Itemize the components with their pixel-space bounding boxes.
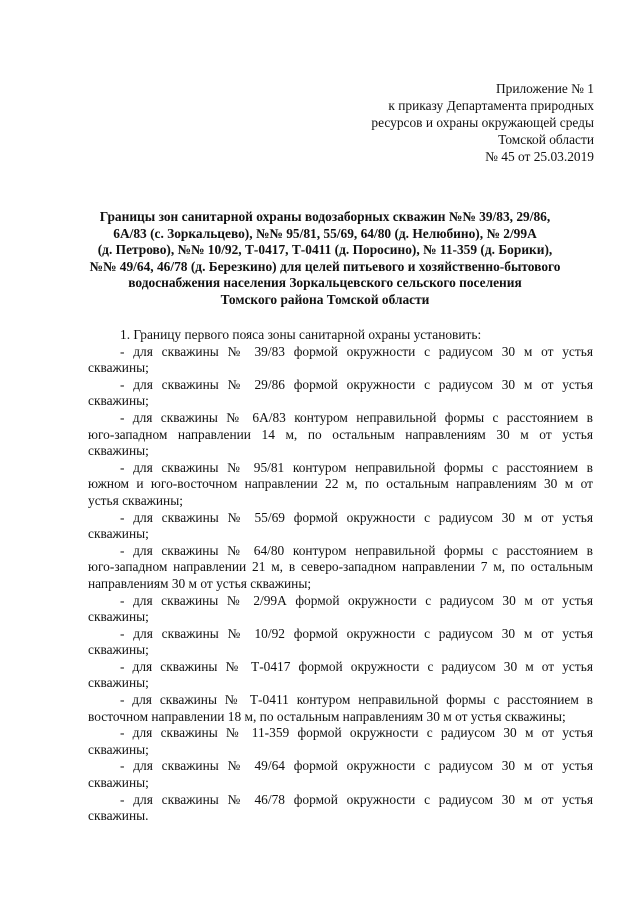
well-list-item-line: юго-западном направлении 14 м, по остальным направлениям 30 м от устья <box>88 426 593 442</box>
well-list-item <box>88 410 593 460</box>
well-list <box>88 344 593 825</box>
appendix-line: к приказу Департамента природных <box>388 98 594 113</box>
well-list-item <box>88 725 593 758</box>
well-list-item-line: скважины; <box>88 360 149 376</box>
well-list-item <box>88 377 593 410</box>
title-line: Томского района Томской области <box>220 291 430 307</box>
well-list-item-line: - для скважины № 29/86 формой окружности с радиусом 30 м от устья <box>120 376 593 392</box>
title-line: (д. Петрово), №№ 10/92, Т-0417, Т-0411 (д. Поросино), № 11-359 (д. Борики), <box>97 242 553 258</box>
well-list-item-line: скважины; <box>88 642 149 658</box>
appendix-line: Приложение № 1 <box>495 81 594 96</box>
document-body <box>88 327 593 825</box>
well-list-item-line: - для скважины № 49/64 формой окружности с радиусом 30 м от устья <box>120 758 593 774</box>
well-list-item <box>88 543 593 593</box>
well-list-item <box>88 460 593 510</box>
appendix-line: Томской области <box>498 132 594 147</box>
document-title <box>70 209 580 309</box>
well-list-item <box>88 659 593 692</box>
well-list-item-line: - для скважины № 95/81 контуром неправильной формы с расстоянием в <box>120 459 593 475</box>
well-list-item <box>88 758 593 791</box>
well-list-item-line: - для скважины № 64/80 контуром неправильной формы с расстоянием в <box>120 542 593 558</box>
well-list-item-line: - для скважины № 2/99А формой окружности с радиусом 30 м от устья <box>120 592 593 608</box>
title-line: Границы зон санитарной охраны водозаборных скважин №№ 39/83, 29/86, <box>99 209 551 224</box>
well-list-item-line: восточном направлении 18 м, по остальным направлениям 30 м от устья скважины; <box>88 708 566 724</box>
well-list-item-line: - для скважины № Т-0417 формой окружности с радиусом 30 м от устья <box>120 658 593 674</box>
appendix-line: № 45 от 25.03.2019 <box>485 149 594 164</box>
well-list-item-line: - для скважины № 10/92 формой окружности с радиусом 30 м от устья <box>120 625 593 641</box>
well-list-item-line: южном и юго-восточном направлении 22 м, по остальным направлениям 30 м от <box>88 476 593 492</box>
well-list-item <box>88 593 593 626</box>
appendix-line: ресурсов и охраны окружающей среды <box>371 115 594 130</box>
title-line: водоснабжения населения Зоркальцевского сельского поселения <box>128 275 522 291</box>
well-list-item-line: скважины; <box>88 675 149 691</box>
well-list-item <box>88 692 593 725</box>
title-line: 6А/83 (с. Зоркальцево), №№ 95/81, 55/69, 64/80 (д. Нелюбино), № 2/99А <box>113 225 537 241</box>
well-list-item <box>88 626 593 659</box>
appendix-header <box>274 80 594 165</box>
section-intro: 1. Границу первого пояса зоны санитарной охраны установить: <box>120 327 482 342</box>
well-list-item-line: - для скважины № 46/78 формой окружности с радиусом 30 м от устья <box>120 791 593 807</box>
well-list-item-line: скважины; <box>88 526 149 542</box>
well-list-item-line: - для скважины № Т-0411 контуром неправильной формы с расстоянием в <box>120 692 593 708</box>
well-list-item-line: - для скважины № 55/69 формой окружности с радиусом 30 м от устья <box>120 509 593 525</box>
well-list-item-line: скважины. <box>88 808 149 824</box>
well-list-item-line: скважины; <box>88 775 149 791</box>
well-list-item-line: - для скважины № 11-359 формой окружности с радиусом 30 м от устья <box>120 725 593 741</box>
well-list-item-line: скважины; <box>88 443 149 459</box>
well-list-item-line: - для скважины № 6А/83 контуром неправильной формы с расстоянием в <box>120 409 593 425</box>
well-list-item <box>88 792 593 825</box>
well-list-item-line: устья скважины; <box>88 492 183 508</box>
well-list-item-line: скважины; <box>88 393 149 409</box>
well-list-item-line: скважины; <box>88 609 149 625</box>
well-list-item <box>88 510 593 543</box>
well-list-item-line: - для скважины № 39/83 формой окружности с радиусом 30 м от устья <box>120 343 593 359</box>
title-line: №№ 49/64, 46/78 (д. Березкино) для целей питьевого и хозяйственно-бытового <box>89 258 561 274</box>
well-list-item-line: скважины; <box>88 741 149 757</box>
well-list-item-line: направлениям 30 м от устья скважины; <box>88 575 312 591</box>
well-list-item-line: юго-западном направлении 21 м, в северо-западном направлении 7 м, по остальным <box>88 559 593 575</box>
well-list-item <box>88 344 593 377</box>
